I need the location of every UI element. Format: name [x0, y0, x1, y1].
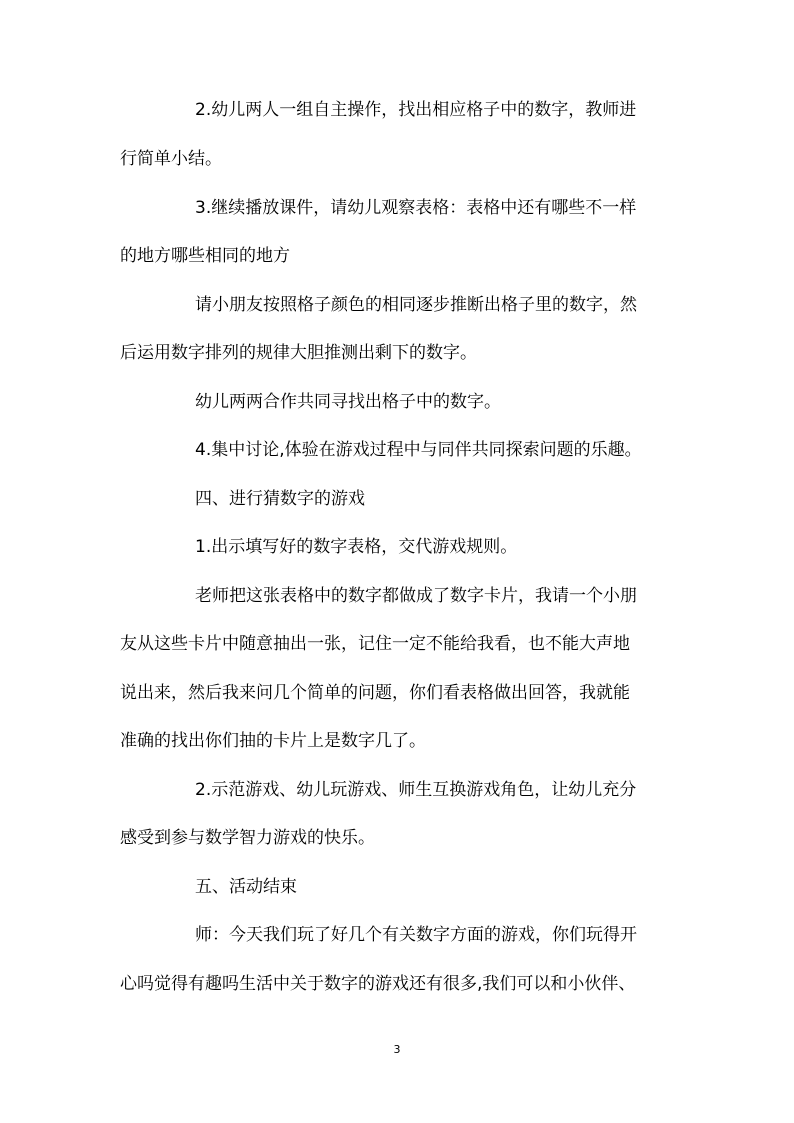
text-line: 4.集中讨论,体验在游戏过程中与同伴共同探索问题的乐趣。	[195, 440, 642, 460]
text-line: 后运用数字排列的规律大胆推测出剩下的数字。	[120, 343, 477, 363]
text-line: 说出来，然后我来问几个简单的问题，你们看表格做出回答，我就能	[120, 683, 630, 703]
text-line: 请小朋友按照格子颜色的相同逐步推断出格子里的数字，然	[195, 295, 637, 315]
text-line: 2.示范游戏、幼儿玩游戏、师生互换游戏角色，让幼儿充分	[195, 780, 637, 800]
text-line: 心吗觉得有趣吗生活中关于数字的游戏还有很多,我们可以和小伙伴、	[120, 974, 636, 994]
text-line: 准确的找出你们抽的卡片上是数字几了。	[120, 731, 426, 751]
text-line: 3.继续播放课件，请幼儿观察表格：表格中还有哪些不一样	[195, 198, 637, 218]
text-line: 1.出示填写好的数字表格，交代游戏规则。	[195, 537, 518, 557]
text-line: 的地方哪些相同的地方	[120, 246, 290, 266]
text-line: 感受到参与数学智力游戏的快乐。	[120, 828, 375, 848]
page-number: 3	[393, 1043, 401, 1056]
text-line: 行简单小结。	[120, 149, 222, 169]
text-line: 2.幼儿两人一组自主操作，找出相应格子中的数字，教师进	[195, 100, 637, 120]
text-line: 幼儿两两合作共同寻找出格子中的数字。	[195, 392, 501, 412]
section-heading: 五、活动结束	[195, 877, 297, 897]
text-line: 友从这些卡片中随意抽出一张，记住一定不能给我看，也不能大声地	[120, 634, 630, 654]
section-heading: 四、进行猜数字的游戏	[195, 489, 365, 509]
text-line: 师：今天我们玩了好几个有关数字方面的游戏，你们玩得开	[195, 925, 637, 945]
text-line: 老师把这张表格中的数字都做成了数字卡片，我请一个小朋	[195, 586, 637, 606]
